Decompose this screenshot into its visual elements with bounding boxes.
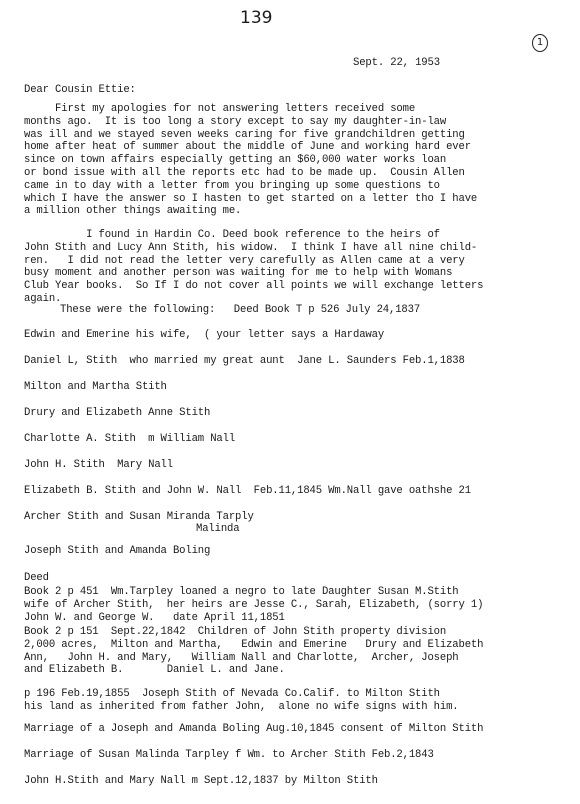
- text-line: Ann, John H. and Mary, William Nall and Charlotte, Archer, Joseph: [24, 651, 459, 664]
- marriage-record: Marriage of a Joseph and Amanda Boling Aug.10,1845 consent of Milton Stith: [24, 723, 484, 735]
- text-line: John W. and George W. date April 11,1851: [24, 611, 285, 624]
- deed-book-intro: These were the following: Deed Book T p 526 July 24,1837: [60, 304, 421, 316]
- heir-line: John H. Stith Mary Nall: [24, 459, 173, 471]
- text-line: wife of Archer Stith, her heirs are Jesse C., Sarah, Elizabeth, (sorry 1): [24, 598, 484, 611]
- deed-label: Deed: [24, 572, 49, 584]
- heir-line: Daniel L, Stith who married my great aunt Jane L. Saunders Feb.1,1838: [24, 355, 465, 367]
- text-line: since on town affairs especially getting an $60,000 water works loan: [24, 154, 447, 167]
- heir-line: Drury and Elizabeth Anne Stith: [24, 407, 211, 419]
- text-line: ren. I did not read the letter very carefully as Allen came at a very: [24, 254, 465, 267]
- text-line: which I have the answer so I hasten to get started on a letter tho I have: [24, 192, 478, 205]
- text-line: a million other things awaiting me.: [24, 205, 242, 218]
- deed-tarpley-block: [24, 586, 483, 624]
- circled-page-number: 1: [532, 34, 548, 52]
- text-line: Book 2 p 451 Wm.Tarpley loaned a negro to late Daughter Susan M.Stith: [24, 586, 459, 598]
- text-line: and Elizabeth B. Daniel L. and Jane.: [24, 664, 285, 677]
- heir-line: Archer Stith and Susan Miranda Tarply: [24, 511, 254, 523]
- heir-line: Edwin and Emerine his wife, ( your letter says a Hardaway: [24, 329, 385, 341]
- text-line: I found in Hardin Co. Deed book reference to the heirs of: [24, 229, 440, 241]
- text-line: 2,000 acres, Milton and Martha, Edwin and Emerine Drury and Elizabeth: [24, 638, 484, 651]
- text-line: p 196 Feb.19,1855 Joseph Stith of Nevada Co.Calif. to Milton Stith: [24, 688, 440, 700]
- text-line: home after heat of summer about the middle of June and working hard ever: [24, 141, 471, 154]
- nevada-deed-block: [24, 688, 459, 714]
- handwritten-page-number: 139: [240, 8, 273, 28]
- heir-line: Elizabeth B. Stith and John W. Nall Feb.11,1845 Wm.Nall gave oathshe 21: [24, 485, 471, 497]
- paragraph-apology: [24, 103, 477, 218]
- text-line: Club Year books. So If I do not cover all points we will exchange letters: [24, 280, 484, 293]
- text-line: First my apologies for not answering letters received some: [24, 103, 416, 115]
- heir-line: Charlotte A. Stith m William Nall: [24, 433, 236, 445]
- text-line: Book 2 p 151 Sept.22,1842 Children of John Stith property division: [24, 626, 447, 638]
- salutation: Dear Cousin Ettie:: [24, 84, 136, 96]
- marriage-record: Marriage of Susan Malinda Tarpley f Wm. to Archer Stith Feb.2,1843: [24, 749, 434, 761]
- marriage-record: John H.Stith and Mary Nall m Sept.12,1837 by Milton Stith: [24, 775, 378, 787]
- property-division-block: [24, 626, 483, 677]
- text-line: came in to day with a letter from you bringing up some questions to: [24, 179, 440, 192]
- letter-date: Sept. 22, 1953: [353, 57, 440, 69]
- text-line: was ill and we stayed seven weeks caring for five grandchildren getting: [24, 128, 465, 141]
- text-line: or bond issue with all the reports etc had to be made up. Cousin Allen: [24, 166, 465, 179]
- text-line: busy moment and another person was waiting for me to help with Womans: [24, 267, 453, 280]
- text-line: his land as inherited from father John, alone no wife signs with him.: [24, 700, 459, 713]
- paragraph-heirs-intro: [24, 229, 483, 306]
- heir-correction-note: Malinda: [196, 523, 240, 535]
- heir-line: Joseph Stith and Amanda Boling: [24, 545, 211, 557]
- heir-line: Milton and Martha Stith: [24, 381, 167, 393]
- text-line: again.: [24, 292, 62, 305]
- text-line: John Stith and Lucy Ann Stith, his widow. I think I have all nine child-: [24, 241, 478, 254]
- text-line: months ago. It is too long a story except to say my daughter-in-law: [24, 115, 447, 128]
